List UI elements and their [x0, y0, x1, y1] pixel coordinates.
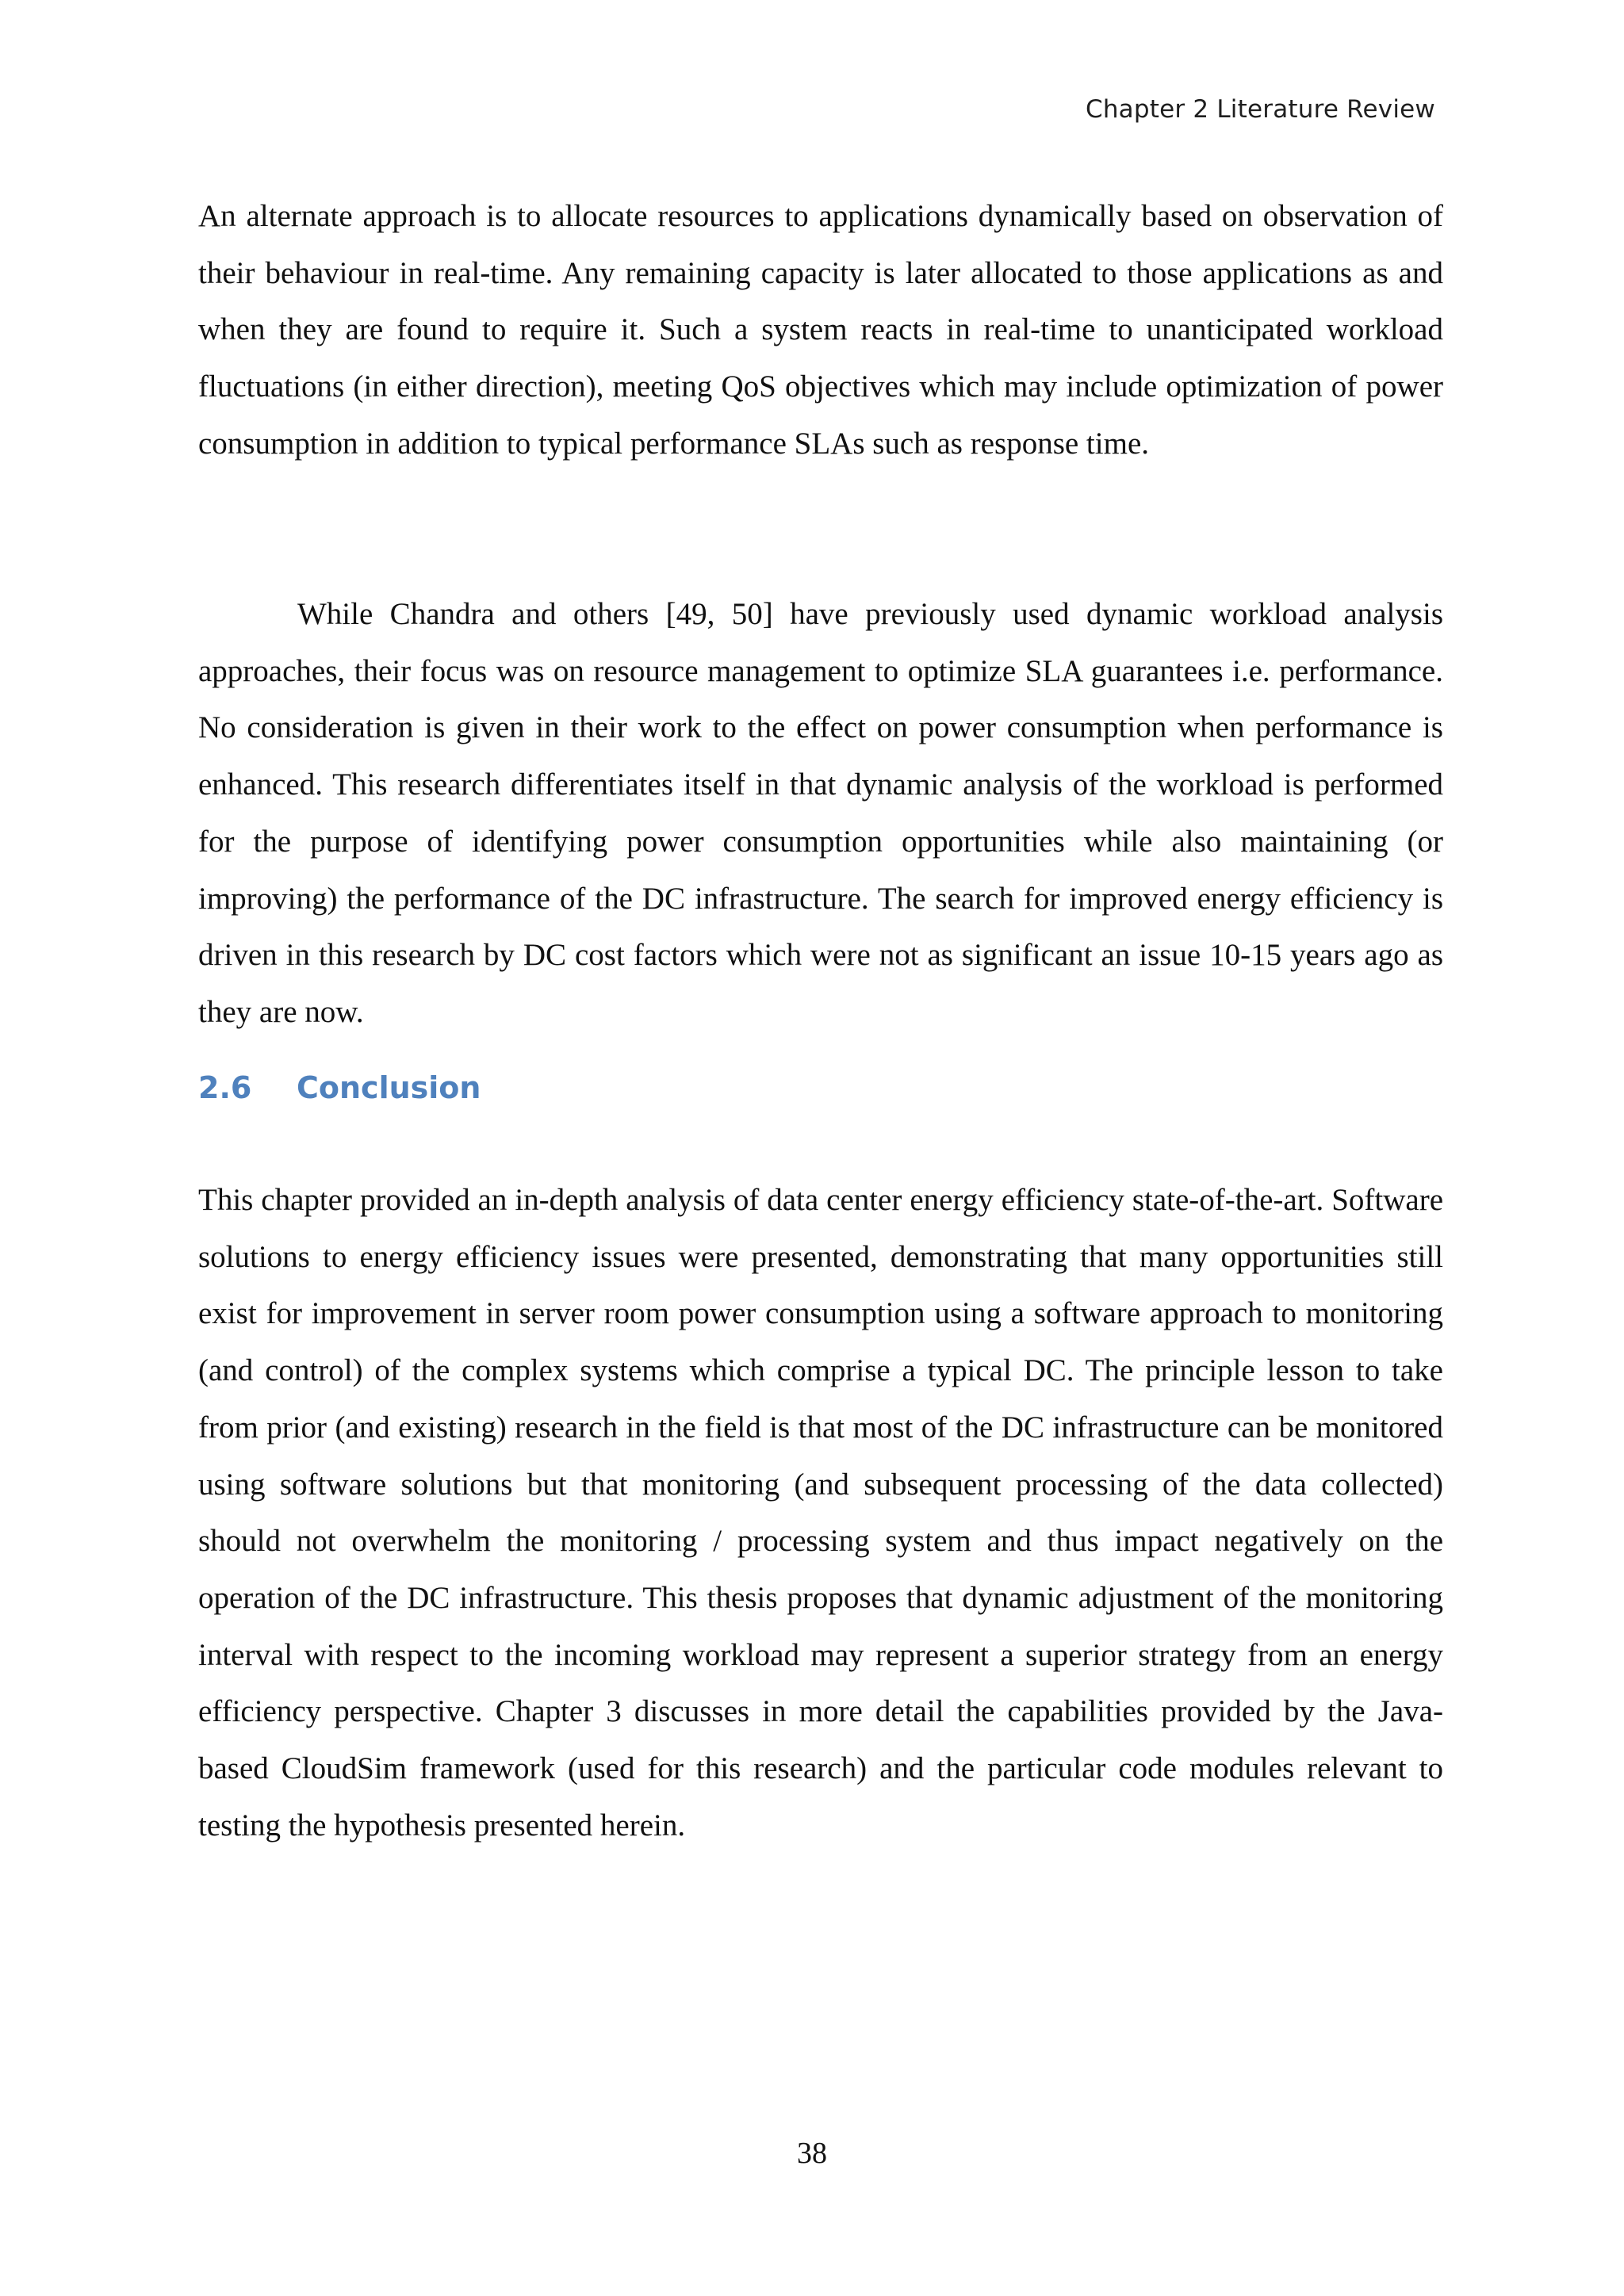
conclusion-paragraph: This chapter provided an in-depth analysis of data center energy efficiency state-of-the-art. Software solutions to energy efficiency issues were presented, demonstrating that many opportunities still exist for improvement in server room power consumption using a software approach to monitoring (and control) of the complex systems which comprise a typical DC. The principle lesson to take from prior (and existing) research in the field is that most of the DC infrastructure can be monitored using software solutions but that monitoring (and subsequent processing of the data collected) should not overwhelm the monitoring / processing system and thus impact negatively on the operation of the DC infrastructure. This thesis proposes that dynamic adjustment of the monitoring interval with respect to the incoming workload may represent a superior strategy from an energy efficiency perspective. Chapter 3 discusses in more detail the capabilities provided by the Java-based CloudSim framework (used for this research) and the particular code modules relevant to testing the hypothesis presented herein. [198, 1183, 1443, 1843]
running-header: Chapter 2 Literature Review [1085, 95, 1435, 124]
body-paragraph-1: An alternate approach is to allocate resources to applications dynamically based on observation of their behaviour in real-time. Any remaining capacity is later allocated to those applications as and when they are found to require it. Such a system reacts in real-time to unanticipated workload fluctuations (in either direction), meeting QoS objectives which may include optimization of power consumption in addition to typical performance SLAs such as response time. [198, 199, 1443, 461]
page-number: 38 [797, 2137, 827, 2170]
section-heading [198, 1070, 481, 1105]
section-title: Conclusion [297, 1070, 481, 1105]
section-number: 2.6 [198, 1070, 252, 1105]
body-paragraph-2: While Chandra and others [49, 50] have previously used dynamic workload analysis approaches, their focus was on resource management to optimize SLA guarantees i.e. performance. No consideration is given in their work to the effect on power consumption when performance is enhanced. This research differentiates itself in that dynamic analysis of the workload is performed for the purpose of identifying power consumption opportunities while also maintaining (or improving) the performance of the DC infrastructure. The search for improved energy efficiency is driven in this research by DC cost factors which were not as significant an issue 10-15 years ago as they are now. [198, 597, 1443, 1029]
